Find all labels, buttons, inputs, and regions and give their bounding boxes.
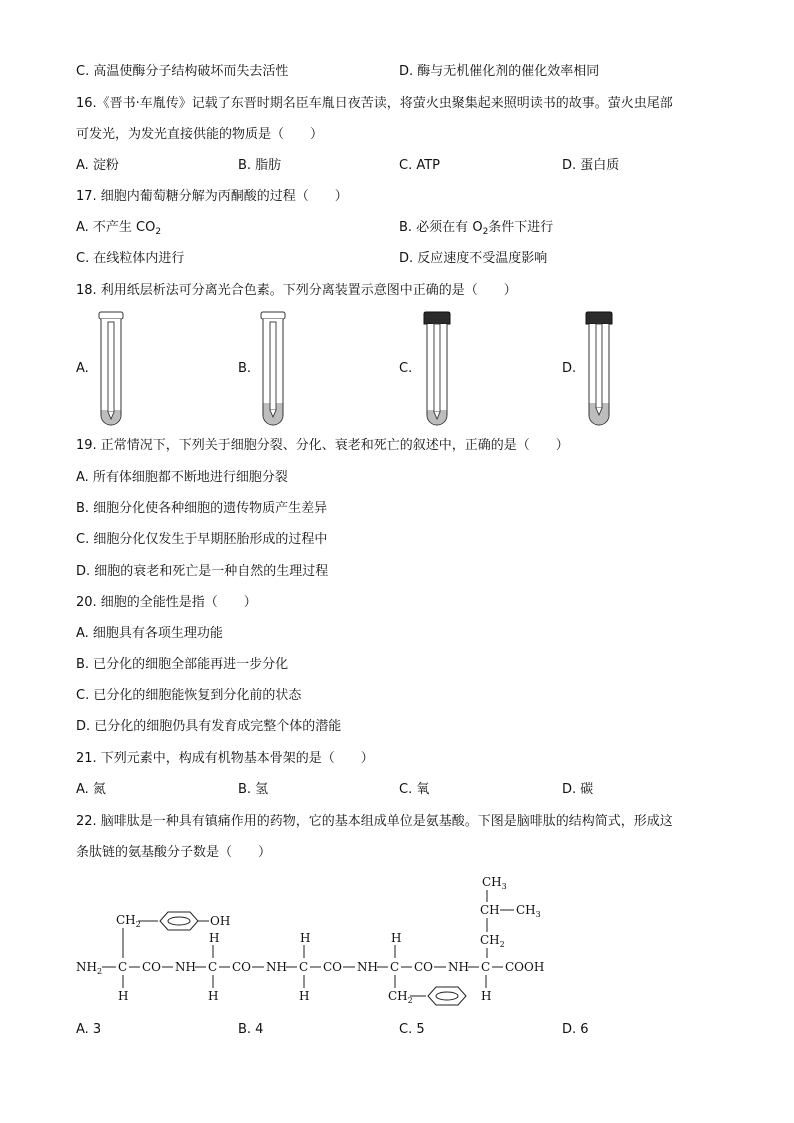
q21-option-d: D. 碳 — [562, 782, 594, 797]
leu-ch3-right: $CH_3$ — [516, 903, 541, 919]
q20-option-b: B. 已分化的细胞全部能再进一步分化 — [76, 657, 289, 672]
q17-option-b: B. 必须在有 $O_2$条件下进行 — [399, 220, 554, 237]
phe-ch2: $CH_2$ — [388, 989, 413, 1005]
gly2-h-top: H — [300, 931, 311, 945]
q18-label-b: B. — [238, 361, 252, 376]
backbone-c2: C — [208, 960, 218, 974]
q18-label-a: A. — [76, 361, 89, 376]
gly1-h-bottom: H — [208, 989, 219, 1003]
q16-stem-line1: 16.《晋书·车胤传》记载了东晋时期名臣车胤日夜苦读，将萤火虫聚集起来照明读书的故事。萤火虫尾部 — [76, 96, 673, 111]
q19-option-d: D. 细胞的衰老和死亡是一种自然的生理过程 — [76, 564, 329, 579]
backbone-c3: C — [299, 960, 309, 974]
q22-stem-line1: 22. 脑啡肽是一种具有镇痛作用的药物，它的基本组成单位是氨基酸。下图是脑啡肽的结构简式，形成这 — [76, 814, 673, 829]
q22-option-a: A. 3 — [76, 1022, 102, 1037]
backbone-c5: C — [481, 960, 491, 974]
q18-stem: 18. 利用纸层析法可分离光合色素。下列分离装置示意图中正确的是（ ） — [76, 283, 517, 298]
q16-option-b: B. 脂肪 — [238, 158, 282, 173]
q15-option-d: D. 酶与无机催化剂的催化效率相同 — [399, 64, 600, 79]
q18-apparatus-c — [420, 310, 454, 430]
q19-stem: 19. 正常情况下，下列关于细胞分裂、分化、衰老和死亡的叙述中，正确的是（ ） — [76, 438, 569, 453]
gly2-h-bottom: H — [299, 989, 310, 1003]
backbone-nh1: NH — [175, 960, 196, 974]
q21-option-a: A. 氮 — [76, 782, 106, 797]
q22-option-d: D. 6 — [562, 1022, 589, 1037]
backbone-co2: CO — [232, 960, 252, 974]
backbone-co1: CO — [142, 960, 162, 974]
q22-option-c: C. 5 — [399, 1022, 425, 1037]
tyr-ch2: $CH_2$ — [116, 913, 141, 929]
q18-label-c: C. — [399, 361, 413, 376]
q22-option-b: B. 4 — [238, 1022, 264, 1037]
backbone-nh3: NH — [357, 960, 378, 974]
backbone-nh4: NH — [448, 960, 469, 974]
q18-apparatus-d — [582, 310, 616, 430]
backbone-nh2: $NH_2$ — [76, 960, 103, 976]
q21-option-b: B. 氢 — [238, 782, 269, 797]
tyr-h-bottom: H — [118, 989, 129, 1003]
phe-h-top: H — [391, 931, 402, 945]
q21-stem: 21. 下列元素中，构成有机物基本骨架的是（ ） — [76, 751, 374, 766]
tyr-oh: OH — [210, 914, 231, 928]
leu-h-bottom: H — [481, 989, 492, 1003]
q18-apparatus-b — [257, 310, 291, 430]
gly1-h-top: H — [209, 931, 220, 945]
backbone-cooh: COOH — [505, 960, 545, 974]
q15-option-c: C. 高温使酶分子结构破坏而失去活性 — [76, 64, 289, 79]
q19-option-b: B. 细胞分化使各种细胞的遗传物质产生差异 — [76, 501, 328, 516]
q18-apparatus-a — [95, 310, 129, 430]
q16-option-a: A. 淀粉 — [76, 158, 119, 173]
backbone-c1: C — [118, 960, 128, 974]
q16-option-d: D. 蛋白质 — [562, 158, 620, 173]
q17-option-d: D. 反应速度不受温度影响 — [399, 251, 548, 266]
q18-label-d: D. — [562, 361, 577, 376]
backbone-co4: CO — [414, 960, 434, 974]
q20-option-d: D. 已分化的细胞仍具有发育成完整个体的潜能 — [76, 719, 342, 734]
leu-ch2: $CH_2$ — [480, 933, 505, 949]
q16-stem-line2: 可发光，为发光直接供能的物质是（ ） — [76, 127, 324, 142]
backbone-co3: CO — [323, 960, 343, 974]
q17-stem: 17. 细胞内葡萄糖分解为丙酮酸的过程（ ） — [76, 189, 348, 204]
q16-option-c: C. ATP — [399, 158, 441, 173]
q19-option-a: A. 所有体细胞都不断地进行细胞分裂 — [76, 470, 288, 485]
leu-ch3-top: $CH_3$ — [482, 875, 507, 891]
q19-option-c: C. 细胞分化仅发生于早期胚胎形成的过程中 — [76, 532, 328, 547]
q17-option-a: A. 不产生 $CO_2$ — [76, 220, 162, 237]
q20-option-a: A. 细胞具有各项生理功能 — [76, 626, 223, 641]
backbone-c4: C — [390, 960, 400, 974]
q22-stem-line2: 条肽链的氨基酸分子数是（ ） — [76, 845, 272, 860]
q17-option-c: C. 在线粒体内进行 — [76, 251, 185, 266]
q21-option-c: C. 氧 — [399, 782, 430, 797]
backbone-nh2-link: NH — [266, 960, 287, 974]
q20-option-c: C. 已分化的细胞能恢复到分化前的状态 — [76, 688, 302, 703]
enkephalin-structure-diagram — [76, 870, 556, 1010]
leu-ch: CH — [480, 903, 500, 917]
q20-stem: 20. 细胞的全能性是指（ ） — [76, 595, 257, 610]
